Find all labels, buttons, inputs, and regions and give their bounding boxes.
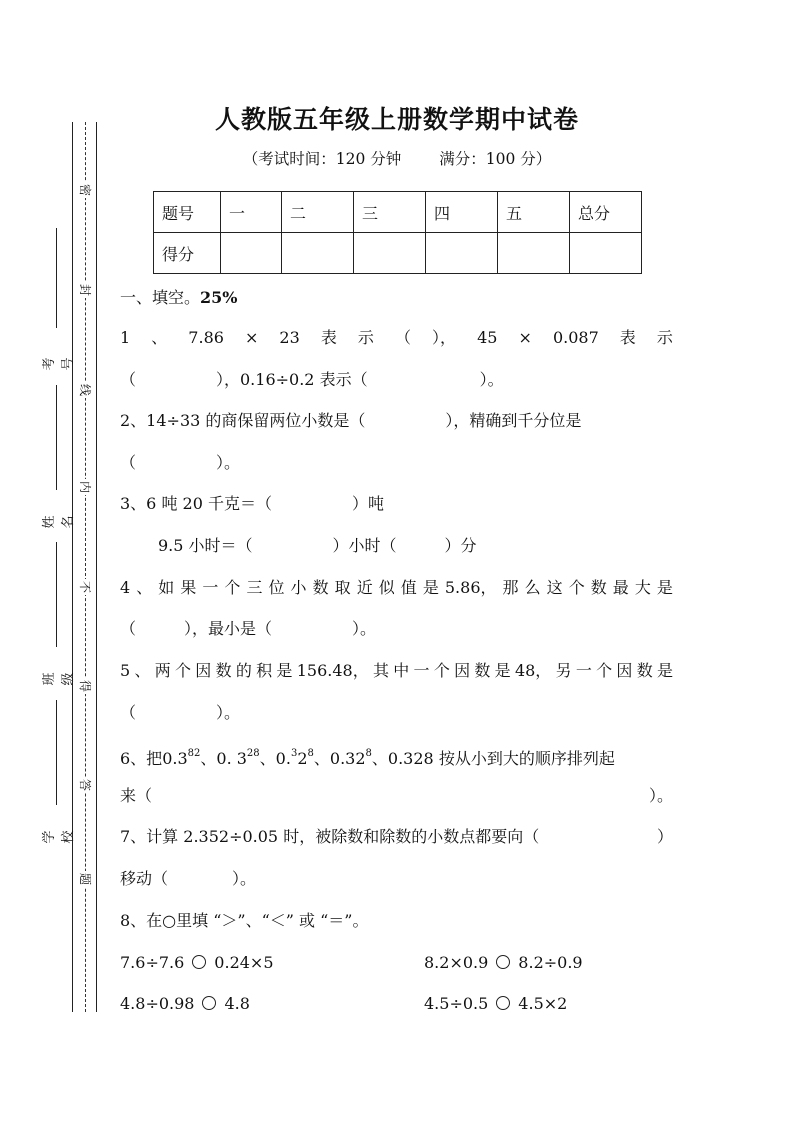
- text-token: 似: [378, 578, 395, 597]
- text-token: 那: [502, 578, 519, 597]
- question-2-line-1: 2、14÷33 的商保留两位小数是（ ），精确到千分位是: [120, 411, 582, 430]
- text-token: 7.86: [188, 328, 224, 347]
- text-token: 因: [616, 661, 633, 680]
- table-cell: 五: [498, 192, 570, 233]
- question-7-line-1: [120, 826, 673, 848]
- student-name-line[interactable]: [56, 385, 57, 490]
- text-token: 45: [477, 328, 498, 347]
- compare-circle-icon[interactable]: [496, 955, 510, 969]
- text-token: 个: [433, 661, 450, 680]
- text-token: 4: [120, 578, 131, 597]
- repeating-decimal: 0.: [275, 749, 291, 768]
- separator: 、: [313, 749, 330, 768]
- question-4-line-2: （ ），最小是（ ）。: [120, 619, 377, 638]
- comparison-right: 8.2÷0.9: [518, 953, 583, 972]
- text-token: 位: [268, 578, 285, 597]
- score-table-header-row: [154, 192, 642, 233]
- repeating-dots: 82: [187, 748, 201, 759]
- score-input-cell[interactable]: [498, 233, 570, 274]
- question-5-line-1: [120, 660, 673, 682]
- compare-circle-icon[interactable]: [192, 955, 206, 969]
- repeating-dots: 8: [365, 748, 372, 759]
- table-cell: 题号: [154, 192, 221, 233]
- student-name-label: 姓名: [42, 515, 76, 529]
- comparison-item: [424, 993, 567, 1015]
- text-token: 是: [656, 661, 673, 680]
- text-token: 大: [634, 578, 651, 597]
- question-2-line-2: （ ）。: [120, 453, 241, 472]
- text-token: 个: [596, 661, 613, 680]
- seal-char: 题: [78, 872, 92, 885]
- text-token: 果: [180, 578, 197, 597]
- binding-inner-line: [96, 122, 97, 1012]
- score-input-cell[interactable]: [282, 233, 354, 274]
- text-token: 近: [356, 578, 373, 597]
- text-token: 的: [235, 661, 252, 680]
- text-token: ×: [518, 328, 532, 347]
- question-7-line-2: 移动（ ）。: [120, 869, 257, 888]
- repeating-decimal: 0.3: [162, 749, 188, 768]
- score-input-cell[interactable]: [354, 233, 426, 274]
- comparison-item: [424, 952, 583, 974]
- seal-char: 线: [78, 383, 92, 396]
- text-token: 156.48，: [296, 661, 369, 680]
- text-token: 、: [151, 328, 168, 347]
- q7-line1-start: 7、计算 2.352÷0.05 时，被除数和除数的小数点都要向（: [120, 827, 540, 846]
- comparison-item: [120, 993, 250, 1015]
- separator: 、: [259, 749, 276, 768]
- seal-char: 封: [78, 283, 92, 296]
- text-token: （: [394, 328, 411, 347]
- text-token: 示: [357, 328, 374, 347]
- table-cell: 二: [282, 192, 354, 233]
- text-token: 因: [195, 661, 212, 680]
- text-token: 一: [575, 661, 592, 680]
- text-token: 如: [158, 578, 175, 597]
- table-cell: 得分: [154, 233, 221, 274]
- q6-line2-start: 来（: [120, 786, 153, 805]
- exam-info: [0, 147, 794, 169]
- score-input-cell[interactable]: [570, 233, 642, 274]
- text-token: 23: [279, 328, 300, 347]
- text-token: 数: [636, 661, 653, 680]
- comparison-right: 4.8: [224, 994, 250, 1013]
- section-percent: 25%: [200, 288, 238, 307]
- separator: 、: [371, 749, 388, 768]
- score-table-score-row: [154, 233, 642, 274]
- text-token: 一: [202, 578, 219, 597]
- text-token: 最: [612, 578, 629, 597]
- text-token: 5: [120, 661, 131, 680]
- seal-char: 答: [78, 778, 92, 791]
- exam-number-line[interactable]: [56, 228, 57, 328]
- school-line[interactable]: [56, 700, 57, 805]
- full-score: 满分：100 分）: [439, 150, 552, 168]
- seal-char: 得: [78, 679, 92, 692]
- question-1-line-2: （ ），0.16÷0.2 表示（ ）。: [120, 370, 504, 389]
- comparison-left: 4.8÷0.98: [120, 994, 195, 1013]
- repeating-decimal: 0.32: [329, 749, 366, 768]
- exam-time: （考试时间：120 分钟: [242, 150, 402, 168]
- table-cell: 三: [354, 192, 426, 233]
- question-3-line-2: 9.5 小时＝（ ）小时（ ）分: [158, 536, 477, 555]
- text-token: 数: [474, 661, 491, 680]
- text-token: ×: [244, 328, 259, 347]
- text-token: 值: [400, 578, 417, 597]
- text-token: 0.087: [552, 328, 599, 347]
- text-token: 三: [246, 578, 263, 597]
- text-token: 因: [454, 661, 471, 680]
- question-6-line-2: [120, 785, 673, 807]
- text-token: 个: [568, 578, 585, 597]
- decimal-number: 0.328: [387, 749, 434, 768]
- q6-prefix: 6、把: [120, 749, 163, 768]
- text-token: 小: [290, 578, 307, 597]
- seal-char: 密: [78, 183, 92, 196]
- school-label: 学校: [42, 830, 76, 844]
- comparison-left: 7.6÷7.6: [120, 953, 185, 972]
- class-line[interactable]: [56, 542, 57, 647]
- q6-suffix: 按从小到大的顺序排列起: [438, 749, 615, 768]
- text-token: 、: [134, 661, 151, 680]
- text-token: 表: [619, 328, 636, 347]
- section-title: 一、填空。: [120, 288, 201, 307]
- text-token: 1: [120, 328, 131, 347]
- binding-outer-line: [72, 122, 73, 1012]
- text-token: 么: [524, 578, 541, 597]
- repeating-decimal: 0. 3: [216, 749, 247, 768]
- repeating-dots: 8: [307, 748, 314, 759]
- question-4-line-1: [120, 577, 673, 599]
- text-token: 另: [555, 661, 572, 680]
- table-cell: 四: [426, 192, 498, 233]
- comparison-left: 8.2×0.9: [424, 953, 489, 972]
- question-1-line-1: [120, 327, 673, 349]
- text-token: 其: [372, 661, 389, 680]
- separator: 、: [200, 749, 217, 768]
- text-token: 两: [154, 661, 171, 680]
- text-token: 这: [546, 578, 563, 597]
- class-label: 班级: [42, 672, 76, 686]
- comparison-left: 4.5÷0.5: [424, 994, 489, 1013]
- exam-number-label: 考号: [42, 357, 76, 371]
- comparison-right: 4.5×2: [518, 994, 568, 1013]
- text-token: 是: [494, 661, 511, 680]
- score-input-cell[interactable]: [426, 233, 498, 274]
- text-token: 数: [590, 578, 607, 597]
- score-input-cell[interactable]: [221, 233, 282, 274]
- compare-circle-icon[interactable]: [496, 996, 510, 1010]
- question-6-line-1: [120, 748, 615, 773]
- text-token: 取: [334, 578, 351, 597]
- text-token: 数: [312, 578, 329, 597]
- text-token: 是: [422, 578, 439, 597]
- text-token: 48，: [514, 661, 552, 680]
- text-token: 一: [413, 661, 430, 680]
- text-token: 5.86，: [444, 578, 497, 597]
- text-token: 是: [656, 578, 673, 597]
- text-token: 表: [320, 328, 337, 347]
- comparison-item: [120, 952, 274, 974]
- repeating-dots: 3: [290, 748, 298, 759]
- repeating-decimal: 2: [297, 749, 308, 768]
- text-token: 个: [224, 578, 241, 597]
- text-token: 示: [656, 328, 673, 347]
- compare-circle-icon[interactable]: [202, 996, 216, 1010]
- q6-line2-end: ）。: [648, 786, 673, 805]
- text-token: 、: [136, 578, 153, 597]
- section-heading: [120, 287, 237, 309]
- text-token: 个: [175, 661, 192, 680]
- table-cell: 总分: [570, 192, 642, 233]
- question-3-line-1: 3、6 吨 20 千克＝（ ）吨: [120, 494, 384, 513]
- text-token: 数: [215, 661, 232, 680]
- comparison-right: 0.24×5: [214, 953, 274, 972]
- page-title: 人教版五年级上册数学期中试卷: [214, 105, 579, 134]
- question-5-line-2: （ ）。: [120, 703, 241, 722]
- seal-char: 内: [78, 480, 92, 493]
- q7-line1-end: ）: [656, 827, 673, 846]
- text-token: 中: [393, 661, 410, 680]
- text-token: 积: [256, 661, 273, 680]
- seal-char: 不: [78, 580, 92, 593]
- repeating-dots: 28: [246, 748, 260, 759]
- text-token: ），: [432, 328, 457, 347]
- question-8-intro: 8、在○里填 “＞”、“＜” 或 “＝”。: [120, 911, 369, 930]
- table-cell: 一: [221, 192, 282, 233]
- text-token: 是: [276, 661, 293, 680]
- score-table: [153, 191, 642, 274]
